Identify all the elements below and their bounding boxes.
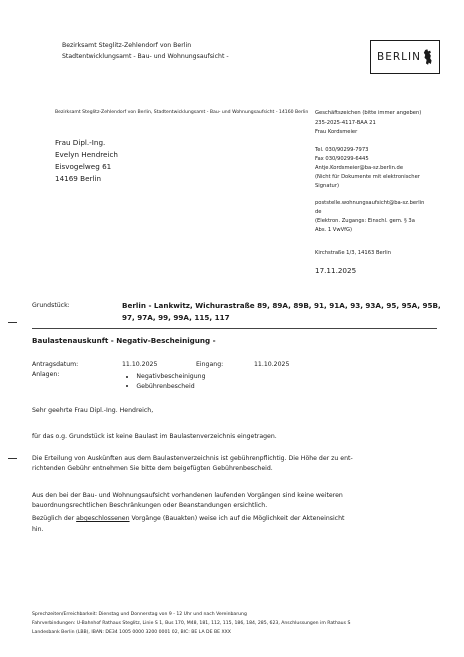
- mailbox-2: de: [315, 209, 322, 215]
- file-ref-label: Geschäftszeichen (bitte immer angeben): [315, 110, 422, 116]
- footer-line2: Fahrverbindungen: U-Bahnhof Rathaus Steglitz, Linie S 1, Bus 170, M48, 181, 112, 115, 186, 184, 285, 623, Anschlussungen im Rathaus S: [32, 621, 351, 626]
- paragraph-2-line2: richtenden Gebühr entnehmen Sie bitte dem beigefügten Gebührenbescheid.: [32, 465, 273, 472]
- attachments-label: Anlagen:: [32, 371, 60, 378]
- property-value-line1: Berlin - Lankwitz, Wichurastraße 89, 89A, 89B, 91, 91A, 93, 93A, 95, 95A, 95B,: [122, 301, 441, 310]
- list-item: [126, 372, 206, 382]
- paragraph-4-line2: hin.: [32, 526, 44, 533]
- request-date: 11.10.2025: [122, 361, 158, 368]
- bullet-icon: [126, 376, 128, 378]
- recipient-line4: 14169 Berlin: [55, 174, 102, 183]
- paragraph-2-line1: Die Erteilung von Auskünften aus dem Baulastenverzeichnis ist gebührenpflichtig. Die Höhe der zu ent-: [32, 455, 353, 462]
- list-item: [126, 382, 206, 392]
- salutation: Sehr geehrte Frau Dipl.-Ing. Hendreich,: [32, 407, 154, 414]
- attachments-list: [126, 372, 206, 391]
- paragraph-4-line1: [32, 515, 344, 522]
- footer-line3: Landesbank Berlin (LBB), IBAN: DE34 1005 0000 3200 0001 02, BIC: BE LA DE BE XXX: [32, 630, 231, 635]
- receipt-label: Eingang:: [196, 361, 224, 368]
- recipient-line3: Eisvogelweg 61: [55, 162, 112, 171]
- email[interactable]: Antje.Kordsmeier@ba-sz.berlin.de: [315, 165, 404, 171]
- email-note-1: (Nicht für Dokumente mit elektronischer: [315, 174, 420, 180]
- fax: Fax 030/90299-6445: [315, 156, 369, 162]
- subject: Baulastenauskunft - Negativ-Bescheinigung -: [32, 336, 216, 345]
- file-ref: 235-2025-4117-BAA 21: [315, 120, 376, 126]
- paragraph-1: für das o.g. Grundstück ist keine Baulast im Baulastenverzeichnis eingetragen.: [32, 433, 277, 440]
- receipt-date: 11.10.2025: [254, 361, 290, 368]
- fold-mark: [8, 322, 17, 323]
- footer-line1: Sprechzeiten/Erreichbarkeit: Dienstag und Donnerstag von 9 - 12 Uhr und nach Vereinbarung: [32, 612, 247, 617]
- request-date-label: Antragsdatum:: [32, 361, 79, 368]
- property-label: Grundstück:: [32, 302, 70, 309]
- separator-line: [32, 328, 437, 329]
- paragraph-4-prefix: Bezüglich der: [32, 515, 77, 522]
- paragraph-4-underlined: abgeschlossenen: [76, 515, 130, 522]
- paragraph-3-line1: Aus den bei der Bau- und Wohnungsaufsicht vorhandenen laufenden Vorgängen sind keine weiteren: [32, 492, 343, 499]
- attachment-2: Gebührenbescheid: [136, 382, 195, 390]
- phone: Tel. 030/90299-7973: [315, 147, 369, 153]
- logo-text: BERLIN: [377, 51, 421, 63]
- office-name-line1: Bezirksamt Steglitz-Zehlendorf von Berlin: [62, 42, 192, 49]
- recipient-line2: Evelyn Hendreich: [55, 150, 118, 159]
- paragraph-3-line2: bauordnungsrechtlichen Beschränkungen oder Beanstandungen ersichtlich.: [32, 502, 268, 509]
- contact-person: Frau Kordsmeier: [315, 129, 358, 135]
- office-name-line2: Stadtentwicklungsamt - Bau- und Wohnungsaufsicht -: [62, 53, 229, 60]
- email-note-2: Signatur): [315, 183, 339, 189]
- office-address: Kirchstraße 1/3, 14163 Berlin: [315, 250, 392, 256]
- recipient-line1: Frau Dipl.-Ing.: [55, 138, 106, 147]
- berlin-bear-icon: [421, 44, 435, 70]
- mailbox-4: Abs. 1 VwVfG): [315, 227, 353, 233]
- property-value-line2: 97, 97A, 99, 99A, 115, 117: [122, 313, 230, 322]
- berlin-logo: [370, 40, 440, 74]
- fold-mark: [8, 458, 17, 459]
- bullet-icon: [126, 385, 128, 387]
- attachment-1: Negativbescheinigung: [136, 373, 206, 381]
- sender-line: Bezirksamt Steglitz-Zehlendorf von Berlin, Stadtentwicklungsamt - Bau- und Wohnungsaufsicht - 14160 Berlin: [55, 110, 309, 115]
- letter-date: 17.11.2025: [315, 266, 357, 275]
- mailbox-1[interactable]: poststelle.wohnungsaufsicht@ba-sz.berlin: [315, 200, 425, 206]
- paragraph-4-suffix: Vorgänge (Bauakten) weise ich auf die Möglichkeit der Akteneinsicht: [129, 515, 345, 522]
- mailbox-3: (Elektron. Zugangs: Einschl. gem. § 3a: [315, 218, 415, 224]
